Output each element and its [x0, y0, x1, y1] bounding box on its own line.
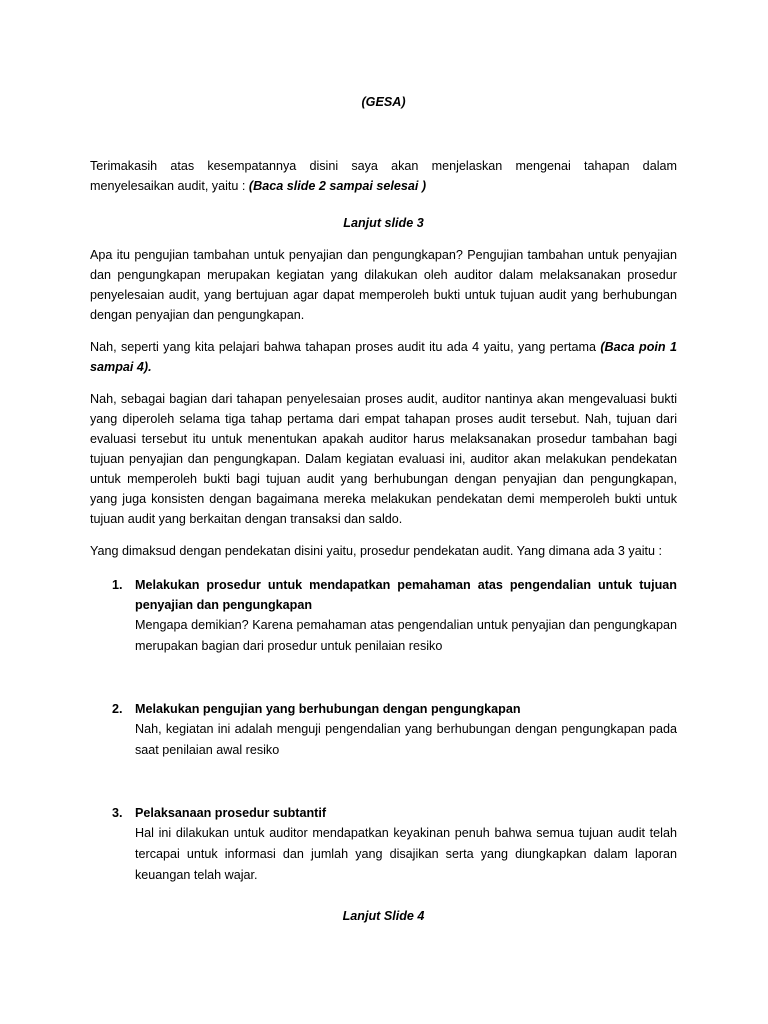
list-item [90, 699, 677, 761]
list-item-number: 3. [112, 806, 123, 820]
procedure-list [90, 575, 677, 886]
document-title: (GESA) [361, 95, 406, 109]
intro-text: Terimakasih atas kesempatannya disini saya akan menjelaskan mengenai tahapan dalam menyelesaikan audit, yaitu : [90, 159, 677, 193]
intro-note: (Baca slide 2 sampai selesai ) [248, 179, 427, 193]
document-content [90, 92, 677, 926]
intro-paragraph [90, 156, 677, 196]
list-item-body: Mengapa demikian? Karena pemahaman atas pengendalian untuk penyajian dan pengungkapan merupakan bagian dari prosedur untuk penilaian resiko [135, 618, 677, 653]
list-item-number: 1. [112, 578, 123, 592]
list-item [90, 803, 677, 886]
list-item-title: Pelaksanaan prosedur subtantif [135, 806, 327, 820]
list-item-body: Nah, kegiatan ini adalah menguji pengendalian yang berhubungan dengan pengungkapan pada saat penilaian awal resiko [135, 722, 677, 757]
list-item-title: Melakukan prosedur untuk mendapatkan pemahaman atas pengendalian untuk tujuan penyajian dan pengungkapan [135, 578, 677, 612]
paragraph-evaluation: Nah, sebagai bagian dari tahapan penyelesaian proses audit, auditor nantinya akan mengevaluasi bukti yang diperoleh selama tiga tahap pertama dari empat tahapan proses audit tersebut. Nah, tujuan dari evaluasi tersebut itu untuk menentukan apakah auditor harus melaksanakan prosedur tambahan bagi tujuan penyajian dan pengungkapan. Dalam kegiatan evaluasi ini, auditor akan melakukan pendekatan untuk memperoleh bukti bagi tujuan audit yang berhubungan dengan penyajian dan pengungkapan, yang juga konsisten dengan bagaimana mereka melakukan pendekatan demi memperoleh bukti untuk tujuan audit yang berkaitan dengan transaksi dan saldo. [90, 392, 677, 526]
paragraph-additional-testing: Apa itu pengujian tambahan untuk penyajian dan pengungkapan? Pengujian tambahan untuk penyajian dan pengungkapan merupakan kegiatan yang dilakukan oleh auditor dalam melaksanakan prosedur penyelesaian audit, yang bertujuan agar dapat memperoleh bukti untuk tujuan audit yang berhubungan dengan penyajian dan pengungkapan. [90, 248, 677, 322]
audit-stages-text: Nah, seperti yang kita pelajari bahwa tahapan proses audit itu ada 4 yaitu, yang pertama [90, 340, 601, 354]
slide-3-heading: Lanjut slide 3 [343, 216, 424, 230]
list-item [90, 575, 677, 657]
paragraph-approach: Yang dimaksud dengan pendekatan disini yaitu, prosedur pendekatan audit. Yang dimana ada 3 yaitu : [90, 544, 663, 558]
list-item-title: Melakukan pengujian yang berhubungan dengan pengungkapan [135, 702, 521, 716]
list-item-number: 2. [112, 702, 123, 716]
slide-4-heading: Lanjut Slide 4 [342, 909, 425, 923]
paragraph-audit-stages [90, 337, 677, 377]
list-item-body: Hal ini dilakukan untuk auditor mendapatkan keyakinan penuh bahwa semua tujuan audit telah tercapai untuk informasi dan jumlah yang disajikan serta yang diungkapkan dalam laporan keuangan telah wajar. [135, 826, 677, 882]
audit-stages-note: (Baca poin 1 sampai 4). [90, 340, 677, 374]
